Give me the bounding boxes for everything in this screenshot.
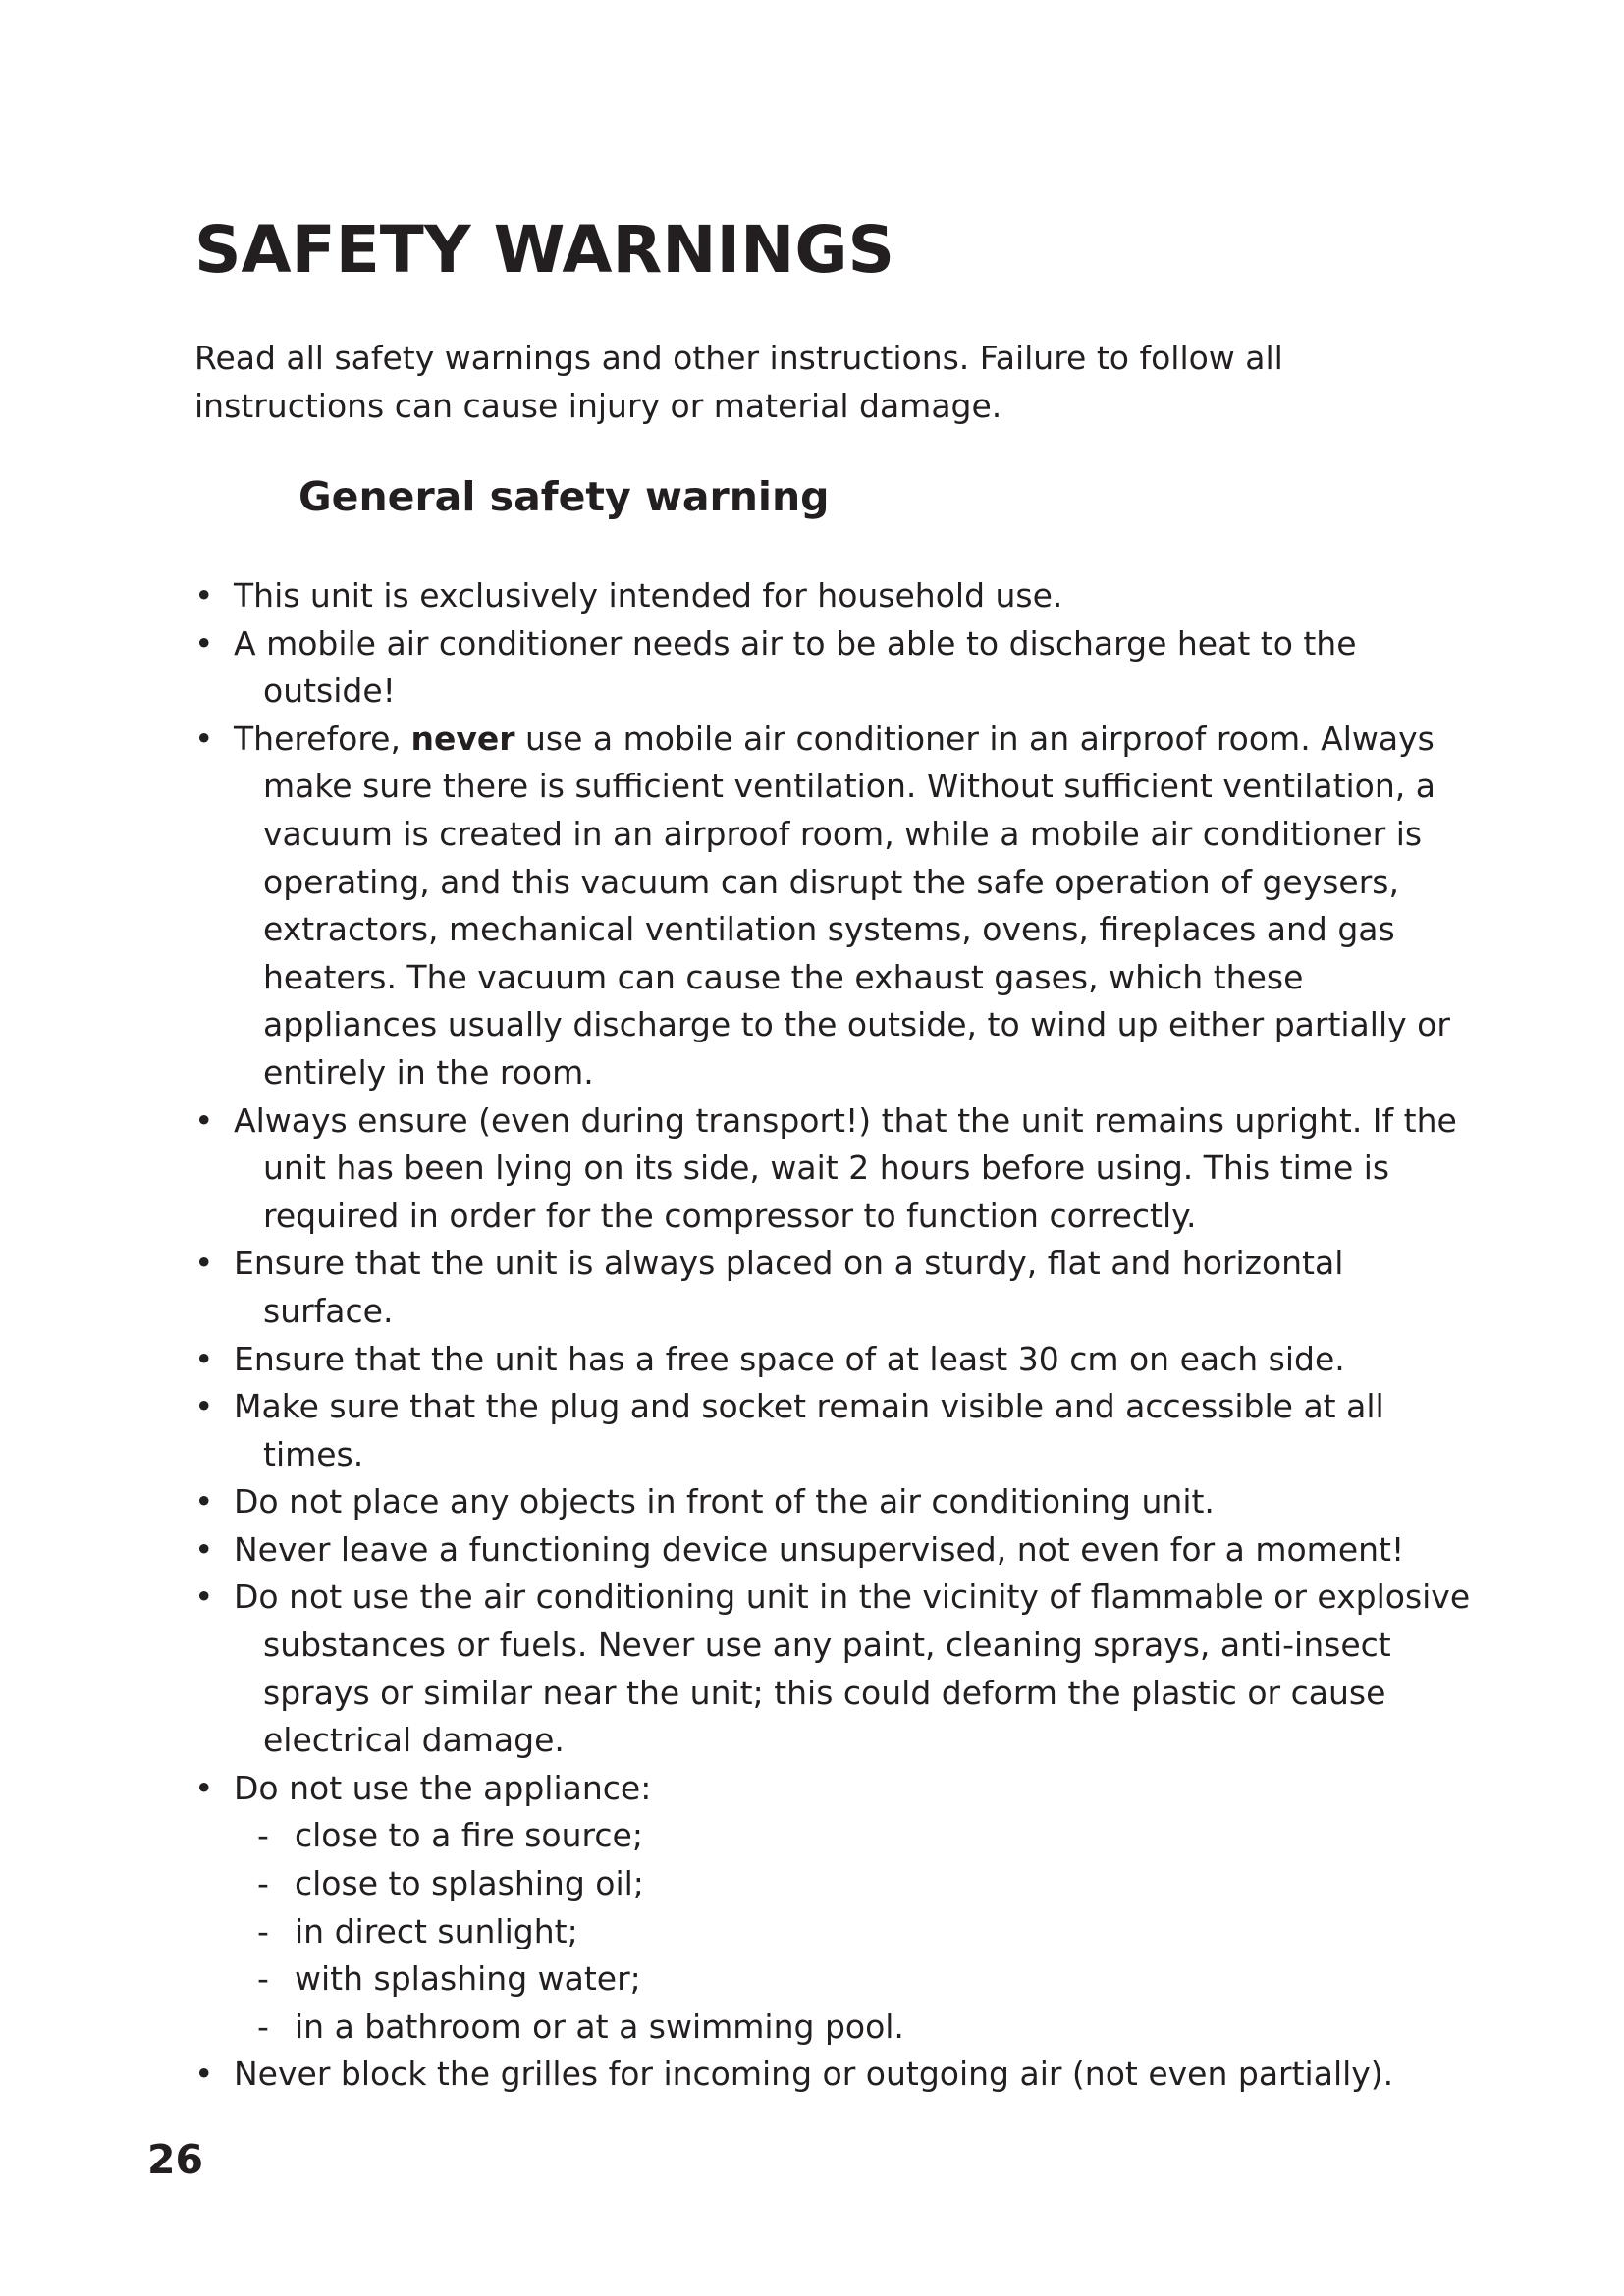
sub-list-item	[194, 1860, 1471, 1908]
bullet-icon: •	[194, 1529, 214, 1569]
bullet-icon: •	[194, 1482, 214, 1522]
warning-item	[194, 1765, 1471, 2052]
sub-list-item	[194, 2003, 1471, 2052]
dash-icon: -	[257, 1864, 269, 1903]
warning-text: Never leave a functioning device unsupervised, not even for a moment!	[234, 1529, 1405, 1569]
bullet-icon: •	[194, 719, 214, 758]
warning-text: Never block the grilles for incoming or outgoing air (not even partially).	[234, 2055, 1394, 2094]
bullet-icon: •	[194, 1100, 214, 1140]
warning-item	[194, 1240, 1471, 1335]
bullet-icon: •	[194, 623, 214, 663]
dash-icon: -	[257, 1959, 269, 1999]
bullet-icon: •	[194, 576, 214, 614]
warning-text-prefix: Therefore,	[234, 719, 411, 758]
warning-item	[194, 1478, 1471, 1526]
bullet-icon: •	[194, 1577, 214, 1617]
intro-line-2: instructions can cause injury or material damage.	[194, 387, 1002, 425]
warning-item	[194, 1574, 1471, 1764]
sub-item-text: close to splashing oil;	[295, 1864, 644, 1903]
dash-icon: -	[257, 2006, 269, 2046]
warning-text: Always ensure (even during transport!) that the unit remains upright. If the unit has been lying on its side, wait 2 hours before using. This time is required in order for the compressor to function correctly.	[234, 1100, 1457, 1235]
warning-item	[194, 620, 1471, 716]
dash-icon: -	[257, 1911, 269, 1950]
warning-emphasis: never	[410, 719, 515, 758]
warning-item	[194, 1526, 1471, 1575]
sub-list-item	[194, 1812, 1471, 1860]
bullet-icon: •	[194, 1244, 214, 1283]
intro-paragraph	[194, 334, 1373, 430]
sub-item-text: in direct sunlight;	[295, 1911, 578, 1950]
sub-item-text: close to a fire source;	[295, 1816, 643, 1855]
appliance-restrictions-list	[257, 1812, 1471, 2051]
warning-item	[194, 716, 1471, 1097]
sub-item-text: in a bathroom or at a swimming pool.	[295, 2006, 904, 2046]
sub-item-text: with splashing water;	[295, 1959, 641, 1999]
section-heading: General safety warning	[298, 473, 830, 520]
warning-text: Make sure that the plug and socket remain visible and accessible at all times.	[234, 1387, 1384, 1473]
warning-item	[194, 1383, 1471, 1478]
warning-item	[194, 572, 1471, 620]
warning-text: Ensure that the unit is always placed on a sturdy, flat and horizontal surface.	[234, 1244, 1344, 1330]
page-number: 26	[147, 2136, 204, 2183]
warning-text: Do not use the air conditioning unit in the vicinity of flammable or explosive substances or fuels. Never use any paint, cleaning sprays, anti-insect sprays or similar near the unit; this could deform the plastic or cause electrical damage.	[234, 1577, 1471, 1760]
safety-warnings-list	[194, 572, 1471, 2099]
warning-text-rest: use a mobile air conditioner in an airproof room. Always make sure there is sufficient ventilation. Without sufficient ventilation, a vacuum is created in an airproof room, while a mobile air conditioner is operating, and this vacuum can disrupt the safe operation of geysers, extractors, mechanical ventilation systems, ovens, fireplaces and gas heaters. The vacuum can cause the exhaust gases, which these appliances usually discharge to the outside, to wind up either partially or entirely in the room.	[263, 719, 1450, 1092]
bullet-icon: •	[194, 2055, 214, 2094]
warning-item	[194, 1097, 1471, 1241]
warning-text: Do not use the appliance:	[234, 1768, 652, 1807]
bullet-icon: •	[194, 1768, 214, 1807]
dash-icon: -	[257, 1816, 269, 1855]
bullet-icon: •	[194, 1387, 214, 1426]
intro-line-1: Read all safety warnings and other instructions. Failure to follow all	[194, 339, 1283, 377]
warning-item	[194, 2051, 1471, 2099]
warning-item	[194, 1336, 1471, 1384]
bullet-icon: •	[194, 1339, 214, 1378]
warning-text: A mobile air conditioner needs air to be able to discharge heat to the outside!	[234, 623, 1357, 711]
warning-text: This unit is exclusively intended for household use.	[234, 576, 1063, 614]
sub-list-item	[194, 1955, 1471, 2003]
warning-text: Ensure that the unit has a free space of at least 30 cm on each side.	[234, 1339, 1345, 1378]
page-title: SAFETY WARNINGS	[194, 212, 895, 288]
sub-list-item	[194, 1908, 1471, 1956]
warning-text: Do not place any objects in front of the air conditioning unit.	[234, 1482, 1215, 1522]
